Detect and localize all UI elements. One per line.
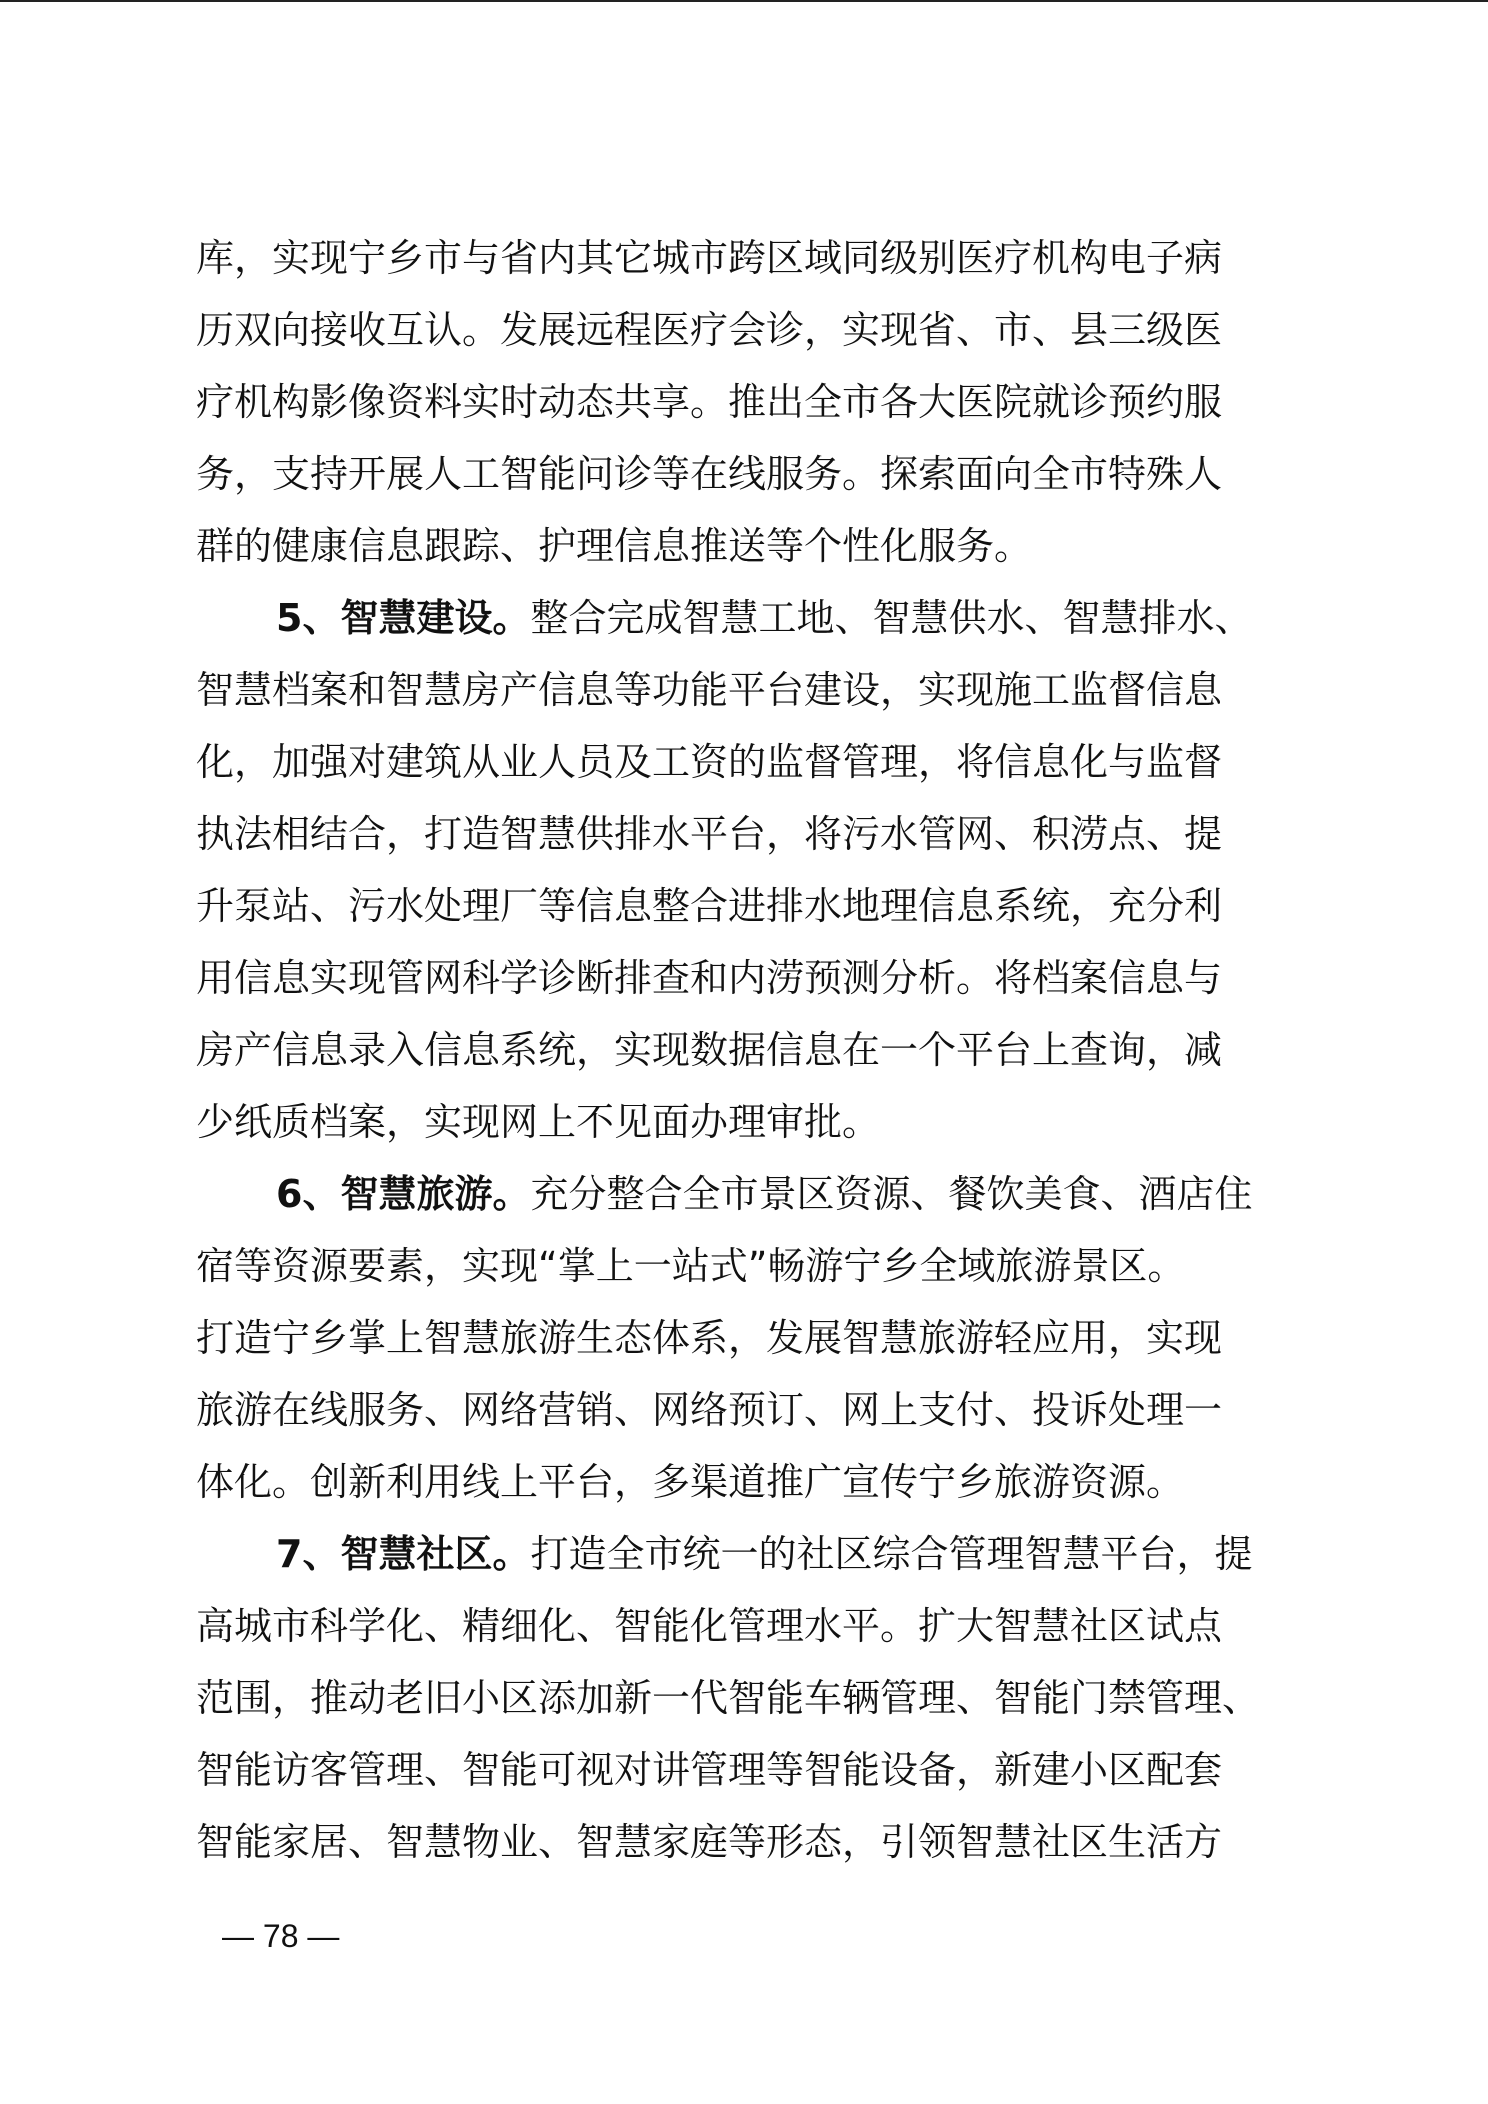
line-text: 充分整合全市景区资源、餐饮美食、酒店住 — [530, 1172, 1253, 1216]
text-line — [196, 948, 1294, 1020]
top-border-rule — [0, 0, 1488, 2]
text-line — [196, 1236, 1294, 1308]
line-text: 整合完成智慧工地、智慧供水、智慧排水、 — [530, 596, 1253, 640]
text-line — [196, 372, 1294, 444]
text-line — [196, 444, 1294, 516]
line-text: 宿等资源要素，实现“掌上一站式”畅游宁乡全域旅游景区。 — [196, 1244, 1186, 1288]
text-line — [196, 1308, 1294, 1380]
section-heading-smart-construction: 5、智慧建设。 — [276, 596, 531, 640]
text-line — [196, 1380, 1294, 1452]
section-heading-line — [196, 1164, 1294, 1236]
text-line — [196, 516, 1294, 588]
page-number: — 78 — — [222, 1918, 340, 1954]
text-line — [196, 660, 1294, 732]
line-text: 范围，推动老旧小区添加新一代智能车辆管理、智能门禁管理、 — [196, 1676, 1261, 1720]
line-text: 疗机构影像资料实时动态共享。推出全市各大医院就诊预约服 — [196, 380, 1223, 424]
text-line — [196, 1452, 1294, 1524]
line-text: 历双向接收互认。发展远程医疗会诊，实现省、市、县三级医 — [196, 308, 1223, 352]
line-text: 智慧档案和智慧房产信息等功能平台建设，实现施工监督信息 — [196, 668, 1223, 712]
section-heading-smart-community: 7、智慧社区。 — [276, 1532, 531, 1576]
text-line — [196, 1596, 1294, 1668]
text-line — [196, 876, 1294, 948]
text-line — [196, 228, 1294, 300]
section-heading-smart-tourism: 6、智慧旅游。 — [276, 1172, 531, 1216]
line-text: 务，支持开展人工智能问诊等在线服务。探索面向全市特殊人 — [196, 452, 1223, 496]
line-text: 打造宁乡掌上智慧旅游生态体系，发展智慧旅游轻应用，实现 — [196, 1316, 1223, 1360]
line-text: 群的健康信息跟踪、护理信息推送等个性化服务。 — [196, 524, 1033, 568]
line-text: 高城市科学化、精细化、智能化管理水平。扩大智慧社区试点 — [196, 1604, 1223, 1648]
line-text: 用信息实现管网科学诊断排查和内涝预测分析。将档案信息与 — [196, 956, 1223, 1000]
text-line — [196, 804, 1294, 876]
line-text: 旅游在线服务、网络营销、网络预订、网上支付、投诉处理一 — [196, 1388, 1223, 1432]
line-text: 升泵站、污水处理厂等信息整合进排水地理信息系统，充分利 — [196, 884, 1223, 928]
line-text: 房产信息录入信息系统，实现数据信息在一个平台上查询，减 — [196, 1028, 1223, 1072]
text-line — [196, 1668, 1294, 1740]
text-line — [196, 1092, 1294, 1164]
line-text: 打造全市统一的社区综合管理智慧平台，提 — [530, 1532, 1253, 1576]
text-line — [196, 300, 1294, 372]
text-line — [196, 1740, 1294, 1812]
text-line — [196, 1020, 1294, 1092]
line-text: 智能访客管理、智能可视对讲管理等智能设备，新建小区配套 — [196, 1748, 1223, 1792]
text-line — [196, 1812, 1294, 1884]
text-line — [196, 732, 1294, 804]
section-heading-line — [196, 588, 1294, 660]
line-text: 智能家居、智慧物业、智慧家庭等形态，引领智慧社区生活方 — [196, 1820, 1223, 1864]
line-text: 化，加强对建筑从业人员及工资的监督管理，将信息化与监督 — [196, 740, 1223, 784]
line-text: 执法相结合，打造智慧供排水平台，将污水管网、积涝点、提 — [196, 812, 1223, 856]
section-heading-line — [196, 1524, 1294, 1596]
document-body — [196, 228, 1294, 1884]
line-text: 体化。创新利用线上平台，多渠道推广宣传宁乡旅游资源。 — [196, 1460, 1185, 1504]
line-text: 少纸质档案，实现网上不见面办理审批。 — [196, 1100, 881, 1144]
line-text: 库，实现宁乡市与省内其它城市跨区域同级别医疗机构电子病 — [196, 236, 1223, 280]
